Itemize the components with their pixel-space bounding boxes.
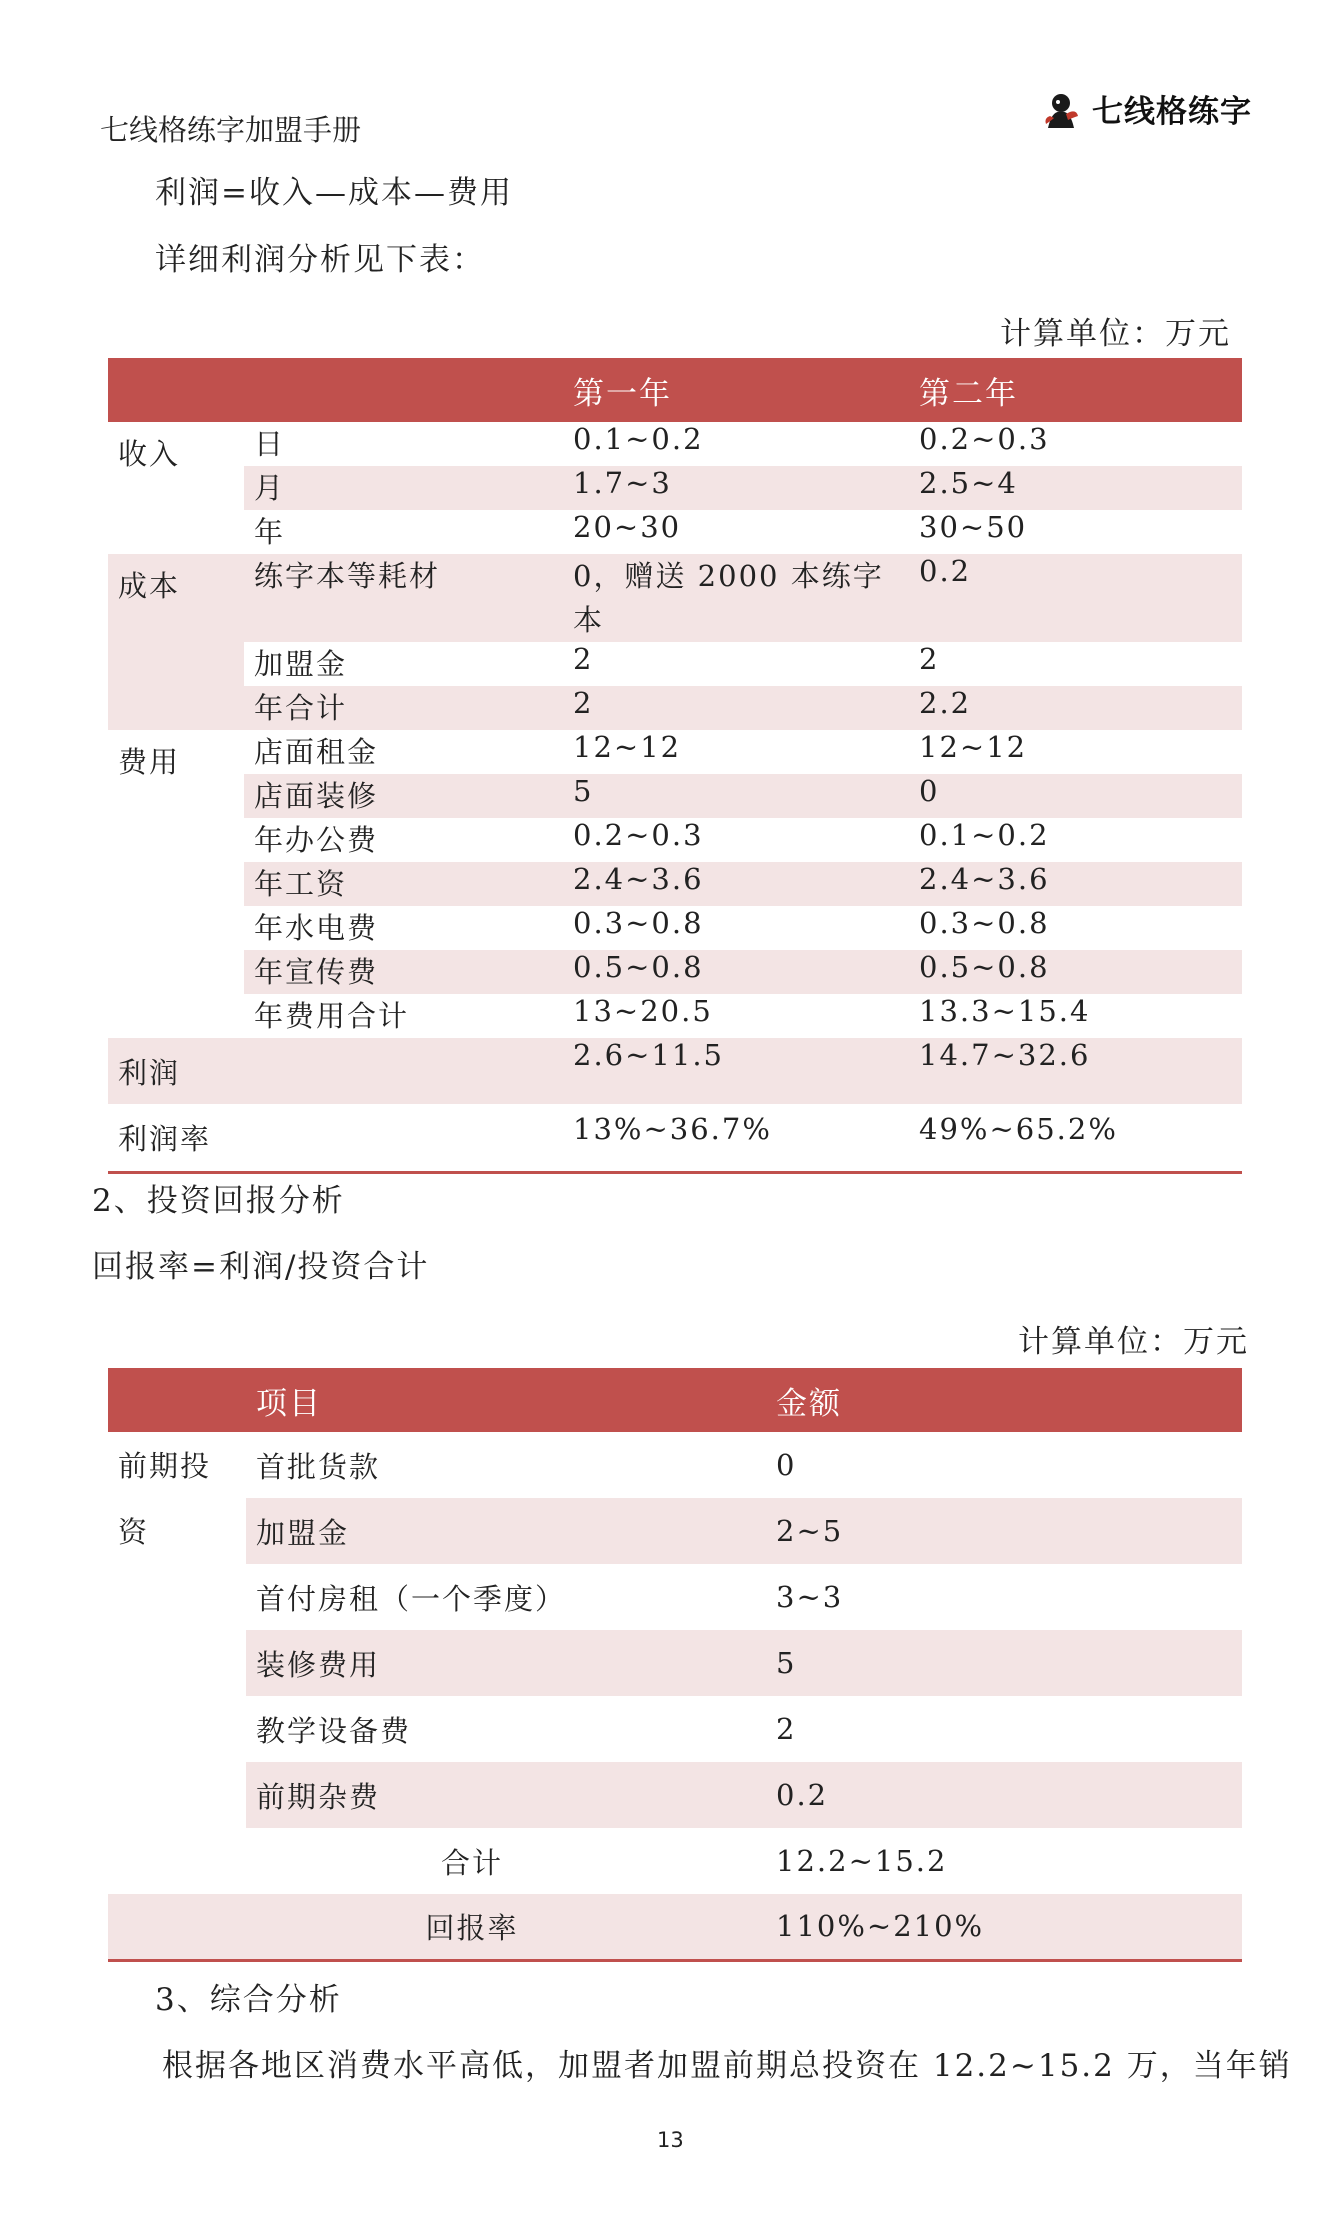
row-label: 年费用合计: [254, 999, 410, 1033]
table-row: [108, 642, 1242, 686]
row-label: 年办公费: [254, 823, 379, 857]
table-row: [108, 466, 1242, 510]
return-formula: 回报率=利润/投资合计: [92, 1249, 430, 1285]
cell-year1: 1.7~3: [573, 466, 672, 500]
section-3-title: 3、综合分析: [155, 1982, 342, 2018]
item-amount: 2: [776, 1712, 797, 1746]
category-initial-investment: [108, 1432, 246, 1828]
logo-text: 七线格练字: [1092, 94, 1252, 130]
profit-table: [108, 358, 1242, 1174]
cell-year1: 13~20.5: [573, 994, 713, 1028]
table-row: [108, 774, 1242, 818]
profit-label: 利润: [118, 1055, 181, 1090]
table-row: [108, 422, 1242, 466]
table-row: [108, 950, 1242, 994]
table-row: [108, 1630, 1242, 1696]
cell-year1: 2.4~3.6: [573, 862, 704, 896]
header-title: 七线格练字加盟手册: [100, 113, 362, 147]
analysis-paragraph: 根据各地区消费水平高低，加盟者加盟前期总投资在 12.2~15.2 万，当年销: [162, 2048, 1292, 2084]
cell-year2: 0.1~0.2: [919, 818, 1050, 852]
row-label: 年合计: [254, 691, 348, 725]
item-label: 首批货款: [256, 1449, 381, 1484]
total-amount: 12.2~15.2: [776, 1844, 948, 1878]
total-label: 合计: [440, 1845, 503, 1880]
cell-year2: 0.3~0.8: [919, 906, 1050, 940]
unit-label-2: 计算单位：万元: [1018, 1324, 1249, 1360]
cell-year2: 2.4~3.6: [919, 862, 1050, 896]
category-cost: 成本: [108, 554, 244, 730]
table-row: [108, 510, 1242, 554]
row-label: 年宣传费: [254, 955, 379, 989]
cell-year1: 2: [573, 642, 594, 676]
cell-year1: 5: [573, 774, 594, 808]
section-2-title: 2、投资回报分析: [92, 1183, 345, 1219]
row-label: 月: [254, 471, 286, 505]
cell-year2: 12~12: [919, 730, 1028, 764]
page-number: 13: [657, 2128, 684, 2152]
cell-year2: 2.5~4: [919, 466, 1018, 500]
table-row: [108, 730, 1242, 774]
cell-year2: 13.3~15.4: [919, 994, 1091, 1028]
cell-year1: 0.3~0.8: [573, 906, 704, 940]
row-label: 加盟金: [254, 647, 348, 681]
header-cell-year1: 第一年: [563, 358, 909, 422]
return-rate-row: [108, 1894, 1242, 1960]
unit-label-1: 计算单位：万元: [1000, 316, 1231, 352]
table-row: [108, 554, 1242, 642]
table-row: [108, 1762, 1242, 1828]
cell-year1: 0.2~0.3: [573, 818, 704, 852]
profit-rate-year2: 49%~65.2%: [919, 1112, 1118, 1146]
header-cell-amount: 金额: [766, 1368, 1242, 1432]
row-label: 练字本等耗材: [254, 559, 441, 593]
row-label: 年水电费: [254, 911, 379, 945]
row-label: 店面装修: [254, 779, 379, 813]
profit-rate-row: [108, 1104, 1242, 1172]
table-row: [108, 686, 1242, 730]
header-cell: [108, 358, 244, 422]
category-income: 收入: [118, 437, 181, 471]
brand-mascot-icon: [1040, 88, 1082, 130]
cell-year1: 0.5~0.8: [573, 950, 704, 984]
table-row: [108, 1696, 1242, 1762]
item-label: 首付房租（一个季度）: [256, 1581, 567, 1616]
row-label: 年: [254, 515, 286, 549]
profit-table-header: [108, 358, 1242, 422]
cell-year2: 0.2~0.3: [919, 422, 1050, 456]
table-row: [108, 906, 1242, 950]
return-rate-label: 回报率: [425, 1910, 519, 1945]
table-row: [108, 1564, 1242, 1630]
return-rate-value: 110%~210%: [776, 1909, 985, 1944]
cell-year2: 2.2: [919, 686, 972, 720]
item-label: 加盟金: [256, 1515, 350, 1550]
item-label: 前期杂费: [256, 1779, 381, 1814]
cell-year2: 30~50: [919, 510, 1028, 544]
table-row: [108, 994, 1242, 1038]
profit-rate-year1: 13%~36.7%: [573, 1112, 772, 1146]
item-label: 教学设备费: [256, 1713, 412, 1748]
table-row: [108, 862, 1242, 906]
header-cell: [244, 358, 563, 422]
category-expense: 费用: [118, 745, 181, 779]
cell-year2: 2: [919, 642, 940, 676]
row-label: 日: [254, 427, 286, 461]
profit-year1: 2.6~11.5: [573, 1038, 724, 1072]
cell-year1: 20~30: [573, 510, 682, 544]
category-line: 资: [118, 1515, 150, 1549]
brand-logo: [1040, 86, 1252, 131]
item-amount: 5: [776, 1646, 797, 1680]
cell-year1: 2: [573, 686, 594, 720]
cell-year2: 0: [919, 774, 940, 808]
cell-year2: 0.2: [919, 554, 972, 588]
row-label: 店面租金: [254, 735, 379, 769]
table-row: [108, 1498, 1242, 1564]
header-cell-item: 项目: [246, 1368, 766, 1432]
profit-rate-label: 利润率: [118, 1121, 212, 1156]
header-cell: [108, 1368, 246, 1432]
header-cell-year2: 第二年: [909, 358, 1242, 422]
cell-year1: 12~12: [573, 730, 682, 764]
cell-year1: 0，赠送 2000 本练字本: [573, 559, 884, 637]
item-amount: 2~5: [776, 1514, 844, 1548]
total-row: [108, 1828, 1242, 1894]
row-label: 年工资: [254, 867, 348, 901]
cell-year2: 0.5~0.8: [919, 950, 1050, 984]
profit-formula: 利润=收入—成本—费用: [155, 175, 513, 211]
item-amount: 3~3: [776, 1580, 844, 1614]
profit-intro: 详细利润分析见下表：: [155, 242, 485, 278]
item-amount: 0.2: [776, 1778, 829, 1812]
table-row: [108, 818, 1242, 862]
category-line: 前期投: [118, 1449, 212, 1483]
investment-table-header: [108, 1368, 1242, 1432]
investment-table: [108, 1368, 1242, 1962]
profit-year2: 14.7~32.6: [919, 1038, 1091, 1072]
item-amount: 0: [776, 1448, 797, 1482]
cell-year1: 0.1~0.2: [573, 422, 704, 456]
profit-row: [108, 1038, 1242, 1104]
item-label: 装修费用: [256, 1647, 381, 1682]
table-row: [108, 1432, 1242, 1498]
